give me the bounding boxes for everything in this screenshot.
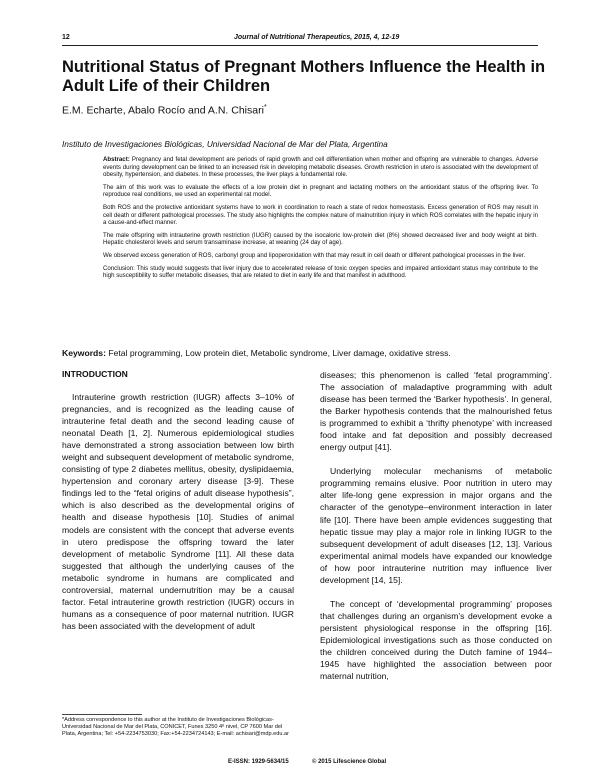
abstract-paragraph: The male offspring with intrauterine growth restriction (IUGR) caused by the isocaloric low-protein diet (8%) showed decreased liver and body weight at birth. Hepatic cholesterol levels and serum transaminase increase, at weaning (24 day of age). (103, 231, 538, 247)
journal-citation: Journal of Nutritional Therapeutics, 2015, 4, 12-19 (234, 34, 400, 41)
affiliation: Instituto de Investigaciones Biológicas, Universidad Nacional de Mar del Plata, Argentina (62, 139, 388, 149)
footer-copyright: © 2015 Lifescience Global (312, 759, 387, 765)
section-heading-introduction: INTRODUCTION (62, 369, 128, 379)
abstract-paragraph: Abstract: Pregnancy and fetal development are periods of rapid growth and cell differentiation when mother and offspring are vulnerable to changes. Adverse events during development can be linked to an increased risk in developing metabolic diseases. Growth restriction in utero is associated with the development of obesity, hypertension, and diabetes. In these processes, the liver plays a fundamental role. (103, 156, 538, 179)
body-paragraph: The concept of ‘developmental programming’ proposes that challenges during an organism’s development evoke a persistent physiological response in the offspring [16]. Epidemiological investigations such as those conducted on the children conceived during the Dutch famine of 1944–1945 have highlighted the association between poor maternal nutrition, (320, 598, 552, 682)
correspondence-footnote: *Address correspondence to this author at the Instituto de Investigaciones Biológicas-Universidad Nacional de Mar del Plata, CONICET, Funes 3250 4º nivel, CP 7600 Mar del Plata, Argentina; Tel: +54-2234753030; Fax:+54-2234724143; E-mail: achisari@mdp.edu.ar (62, 717, 289, 738)
author-names: E.M. Echarte, Abalo Rocío and A.N. Chisari (62, 104, 264, 117)
abstract-label: Abstract: (103, 156, 130, 163)
body-paragraph: diseases; this phenomenon is called ‘fetal programming’. The association of maladaptive programming with adult disease has been termed the ‘Barker hypothesis’. In general, the Barker hypothesis contends that the malnourished fetus is programmed to exhibit a ‘thrifty phenotype’ with increased food intake and fat deposition and possibly decreased energy output [41]. (320, 370, 552, 453)
corresponding-author-mark: * (263, 104, 267, 111)
author-list (62, 104, 267, 117)
paper-title: Nutritional Status of Pregnant Mothers Influence the Health in Adult Life of their Children (62, 58, 546, 95)
body-paragraph: Intrauterine growth restriction (IUGR) affects 3–10% of pregnancies, and is recognized as the leading cause of intrauterine fetal death and the second leading cause of neonatal Death [1, 2]. Numerous epidemiological studies have demonstrated a strong association between low birth weight and subsequent development of metabolic syndrome, consisting of type 2 diabetes mellitus, obesity, dyslipidaemia, hypertension and coronary artery disease [3-9]. These findings led to the “fetal origins of adult disease hypothesis”, which is also described as the developmental origins of health and disease hypothesis [10]. Studies of animal models are consistent with the concept that adverse events in utero predispose the offspring toward the later development of metabolic Syndrome [11]. All these data suggested that although the underlying causes of the metabolic syndrome in humans are complicated and controversial, maternal undernutrition may be a causal factor. Fetal intrauterine growth restriction (IUGR) occurs in humans as a consequence of poor maternal nutrition. IUGR has been associated with the development of adult (62, 392, 294, 631)
keywords-text: Fetal programming, Low protein diet, Metabolic syndrome, Liver damage, oxidative stress. (105, 348, 451, 358)
keywords-label: Keywords: (62, 348, 106, 358)
abstract-paragraph: The aim of this work was to evaluate the effects of a low protein diet in pregnant and lactating mothers on the antioxidant status of the offspring liver. To reproduce real conditions, we used an experimental rat model. (103, 183, 538, 199)
abstract-conclusion: Conclusion: This study would suggests that liver injury due to accelerated release of toxic oxygen species and impaired antioxidant status may contribute to the high susceptibility to suffer metabolic diseases, that are related to diet in early life and that manifest in adulthood. (103, 264, 538, 280)
abstract (103, 156, 538, 285)
body-paragraph: Underlying molecular mechanisms of metabolic programming remains elusive. Poor nutrition in utero may alter life-long gene expression in major organs and the character of the genotype–environment interaction in later life [10]. There have been ample evidences suggesting that hepatic tissue may play a major role in linking IUGR to the subsequent development of adult diseases [12, 13]. Various experimental animal models have expanded our knowledge of how poor intrauterine nutrition may influence liver development [14, 15]. (320, 466, 552, 585)
body-column-left (62, 391, 294, 632)
footer-issn: E-ISSN: 1929-5634/15 (228, 759, 289, 765)
header-rule (62, 45, 538, 46)
body-column-right (320, 369, 552, 682)
abstract-paragraph: Both ROS and the protective antioxidant systems have to work in coordination to reach a state of redox homeostasis. Excess generation of ROS may result in cell death or different pathological processes. The study also highlights the complex nature of malnutrition injury in which ROS correlates with the hepatic injury in a cause-and-effect manner. (103, 203, 538, 227)
keywords (62, 348, 552, 358)
footnote-rule (62, 714, 142, 715)
abstract-paragraph: We observed excess generation of ROS, carbonyl group and lipoperoxidation with that may result in cell death or different pathological processes in the liver. (103, 251, 526, 259)
page-number: 12 (62, 34, 70, 41)
